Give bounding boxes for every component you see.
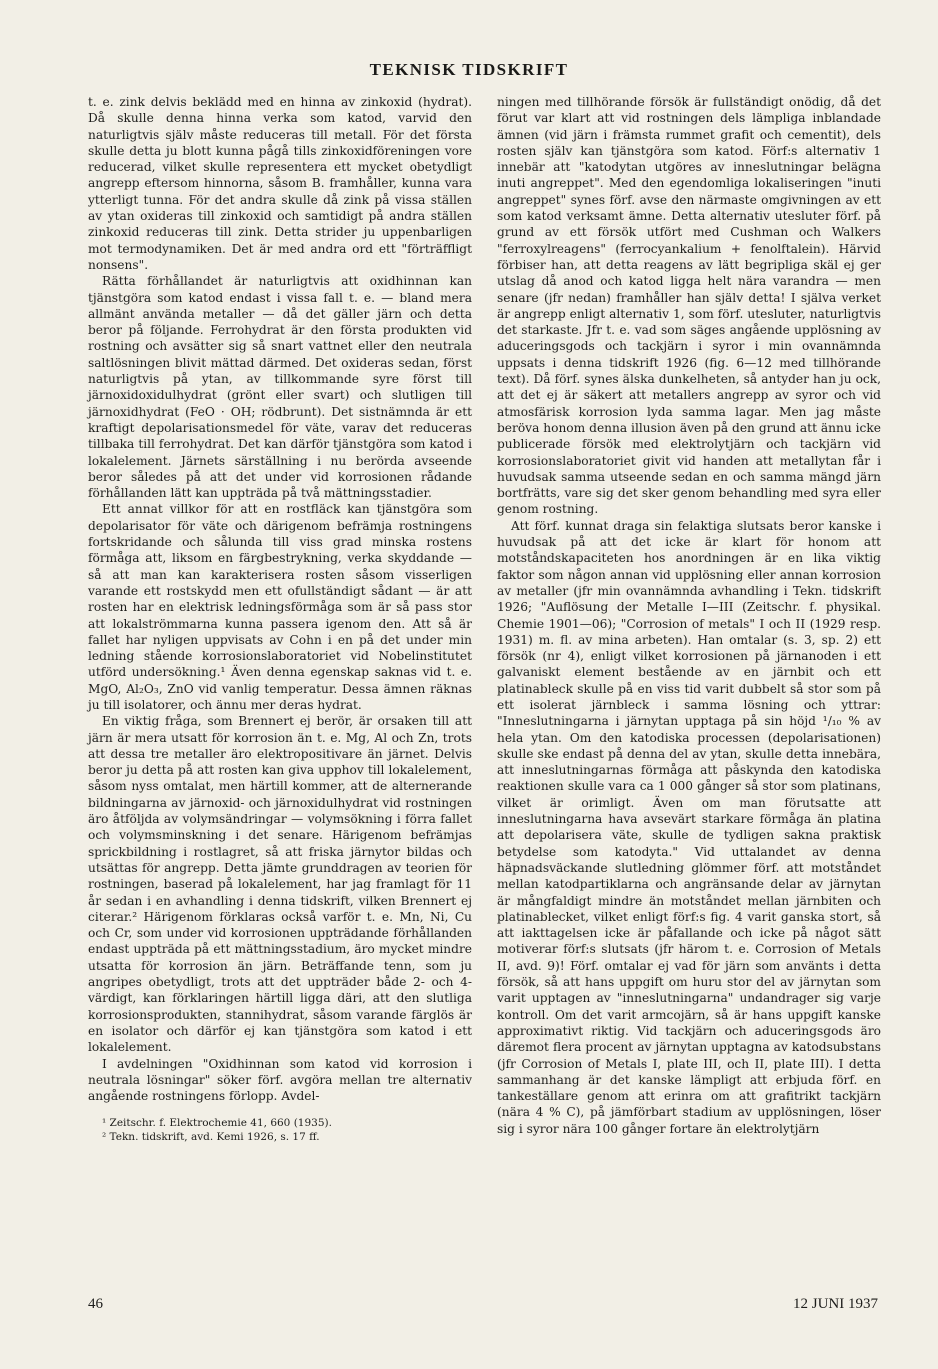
issue-date: 12 JUNI 1937 [793, 1296, 878, 1312]
left-column [88, 94, 472, 1144]
right-column [497, 94, 881, 1137]
paragraph: En viktig fråga, som Brennert ej berör, är orsaken till att järn är mera utsatt för korrosion än t. e. Mg, Al och Zn, trots att dessa tre metaller äro elektropositivare än järnet. Delvis beror ju detta på att rosten kan giva upphov till lokalelement, såsom nyss omtalat, men härtill kommer, att de alternerande bildningarna av järnoxid- och järnoxidulhydrat vid rostningen äro åtföljda av volymsändringar — volymsökning i förra fallet och volymsminskning i det senare. Härigenom befrämjas sprickbildning i rostlagret, så att friska järnytor bildas och utsättas för angrepp. Detta jämte grunddragen av teorien för rostningen, baserad på lokalelement, har jag framlagt för 11 år sedan i en avhandling i denna tidskrift, vilken Brennert ej citerar.² Härigenom förklaras också varför t. e. Mn, Ni, Cu och Cr, som under vid korrosionen uppträdande förhållanden endast uppträda på ett mättningsstadium, äro mycket mindre utsatta för korrosion än järn. Beträffande tenn, som ju angripes obetydligt, trots att det uppträder både 2- och 4-värdigt, kan förklaringen härtill ligga däri, att den slutliga korrosionsprodukten, stannihydrat, såsom varande färglös är en isolator och därför ej kan tjänstgöra som katod i ett lokalelement. [88, 714, 472, 1055]
page-number: 46 [88, 1296, 103, 1312]
paragraph: I avdelningen "Oxidhinnan som katod vid korrosion i neutrala lösningar" söker förf. avgöra mellan tre alternativ angående rostningens förlopp. Avdel- [88, 1056, 472, 1104]
footnote-1: ¹ Zeitschr. f. Elektrochemie 41, 660 (1935). [102, 1117, 332, 1130]
journal-title: TEKNISK TIDSKRIFT [369, 60, 569, 79]
paragraph: ningen med tillhörande försök är fullständigt onödig, då det förut var klart att vid rostningen dels lämpliga inblandade ämnen (vid järn i främsta rummet grafit och cementit), dels rosten själv kan tjänstgöra som katod. Förf:s alternativ 1 innebär att "katodytan utgöres av inneslutningar belägna inuti angreppet". Med den egendomliga lokaliseringen "inuti angreppet" synes förf. avse den närmaste omgivningen av ett som katod verksamt ämne. Detta alternativ utesluter förf. på grund av ett försök utfört med Cushman och Walkers "ferroxylreagens" (ferrocyankalium + fenolftalein). Härvid förbiser han, att detta reagens av lätt begripliga skäl ej ger utslag då anod och katod ligga helt nära varandra — men senare (jfr nedan) framhåller han själv detta! I själva verket är angrepp enligt alternativ 1, som förf. utesluter, naturligtvis det starkaste. Jfr t. e. vad som säges angående upplösning av aduceringsgods och tackjärn i syror i min ovannämnda uppsats i denna tidskrift 1926 (fig. 6—12 med tillhörande text). Då förf. synes älska dunkelheten, så antyder han ju ock, att det ej är säkert att metallers angrepp av syror och vid atmosfärisk korrosion lyda samma lagar. Men jag måste beröva honom denna illusion även på den grund att ännu icke publicerade försök med elektrolytjärn och tackjärn vid korrosionslaboratoriet givit vid handen att metallytan får i huvudsak samma utseende sedan en och samma mängd järn bortfrätts, vare sig det sker genom behandling med syra eller genom rostning. [497, 95, 881, 517]
footnote-2: ² Tekn. tidskrift, avd. Kemi 1926, s. 17 ff. [102, 1131, 320, 1144]
paragraph: Ett annat villkor för att en rostfläck kan tjänstgöra som depolarisator för väte och därigenom befrämja rostningens fortskridande och sålunda till viss grad minska rostens förmåga att, liksom en färgbestrykning, verka skyddande — så att man kan karakterisera rosten såsom visserligen varande ett rostskydd men ett ofullständigt sådant — är att rosten har en elektrisk ledningsförmåga som är så pass stor att lokalströmmarna kunna passera igenom den. Att så är fallet har nyligen uppvisats av Cohn i en på det under min ledning stående korrosionslaboratoriet vid Nobelinstitutet utförd undersökning.¹ Även denna egenskap saknas vid t. e. MgO, Al₂O₃, ZnO vid vanlig temperatur. Dessa ämnen räknas ju till isolatorer, och ännu mer deras hydrat. [88, 502, 472, 712]
paragraph: Rätta förhållandet är naturligtvis att oxidhinnan kan tjänstgöra som katod endast i vissa fall t. e. — bland mera allmänt använda metaller — då det gäller järn och detta beror på följande. Ferrohydrat är den första produkten vid rostning och avsätter sig så snart vattnet eller den neutrala saltlösningen blivit mättad därmed. Det oxideras sedan, först naturligtvis på ytan, av tillkommande syre först till järnoxidoxidulhydrat (grönt eller svart) och slutligen till järnoxidhydrat (FeO · OH; rödbrunt). Det sistnämnda är ett kraftigt depolarisationsmedel för väte, varav det reduceras tillbaka till ferrohydrat. Det kan därför tjänstgöra som katod i lokalelement. Järnets särställning i nu berörda avseende beror således på att det under vid korrosionen rådande förhållanden lätt kan uppträda på två mättningsstadier. [88, 274, 472, 501]
footnotes [102, 1116, 472, 1144]
paragraph: Att förf. kunnat draga sin felaktiga slutsats beror kanske i huvudsak på att det icke är klart för honom att motståndskapaciteten hos anordningen är en lika viktig faktor som någon annan vid upplösning eller annan korrosion av metaller (jfr min ovannämnda avhandling i Tekn. tidskrift 1926; "Auflösung der Metalle I—III (Zeitschr. f. physikal. Chemie 1901—06); "Corrosion of metals" I och II (1929 resp. 1931) m. fl. av mina arbeten). Han omtalar (s. 3, sp. 2) ett försök (nr 4), enligt vilket korrosionen på järnanoden i ett galvaniskt element bestående av en järnbit och ett platinableck skulle på en viss tid varit dubbelt så stor som på ett isolerat järnbleck i samma lösning och yttrar: "Inneslutningarna i järnytan upptaga på sin höjd ¹/₁₀ % av hela ytan. Om den katodiska processen (depolarisationen) skulle ske endast på denna del av ytan, skulle detta innebära, att inneslutningarnas förmåga att påskynda den katodiska reaktionen skulle vara ca 1 000 gånger så stor som platinans, vilket är orimligt. Även om man förutsatte att inneslutningarna hava avsevärt starkare förmåga än platina att depolarisera väte, skulle de tydligen sakna praktisk betydelse som katodyta." Vid uttalandet av denna häpnadsväckande slutledning glömmer förf. att motståndet mellan katodpartiklarna och angränsande delar av järnytan är mångfaldigt mindre än motståndet mellan järnbiten och platinablecket, vilket enligt förf:s fig. 4 varit ganska stort, så att iakttagelsen icke är påfallande och icke på något sätt motiverar förf:s slutsats (jfr härom t. e. Corrosion of Metals II, avd. 9)! Förf. omtalar ej vad för järn som använts i detta försök, så att hans uppgift om huru stor del av järnytan som varit upptagen av "inneslutningarna" undandrager sig varje kontroll. Om det varit armcojärn, så är hans uppgift kanske approximativt riktig. Vid tackjärn och aduceringsgods äro däremot flera procent av järnytan upptagna av katodsubstans (jfr Corrosion of Metals I, plate III, och II, plate III). I detta sammanhang är det kanske lämpligt att erbjuda förf. en tankeställare genom att erinra om att grafitrikt tackjärn (nära 4 % C), på jämförbart stadium av upplösningen, löser sig i syror nära 100 gånger fortare än elektrolytjärn [497, 518, 881, 1136]
paragraph: t. e. zink delvis beklädd med en hinna av zinkoxid (hydrat). Då skulle denna hinna verka som katod, varvid den naturligtvis själv måste reduceras till metall. För det första skulle detta ju blott kunna pågå tills zinkoxidföreningen vore reducerad, vilket skulle representera ett mycket obetydligt angrepp eftersom hinnorna, såsom B. framhåller, kunna vara ytterligt tunna. För det andra skulle då zink på vissa ställen av ytan oxideras till zinkoxid och samtidigt på andra ställen zinkoxid reduceras till zink. Detta strider ju uppenbarligen mot termodynamiken. Det är med andra ord ett "förträffligt nonsens". [88, 95, 472, 272]
